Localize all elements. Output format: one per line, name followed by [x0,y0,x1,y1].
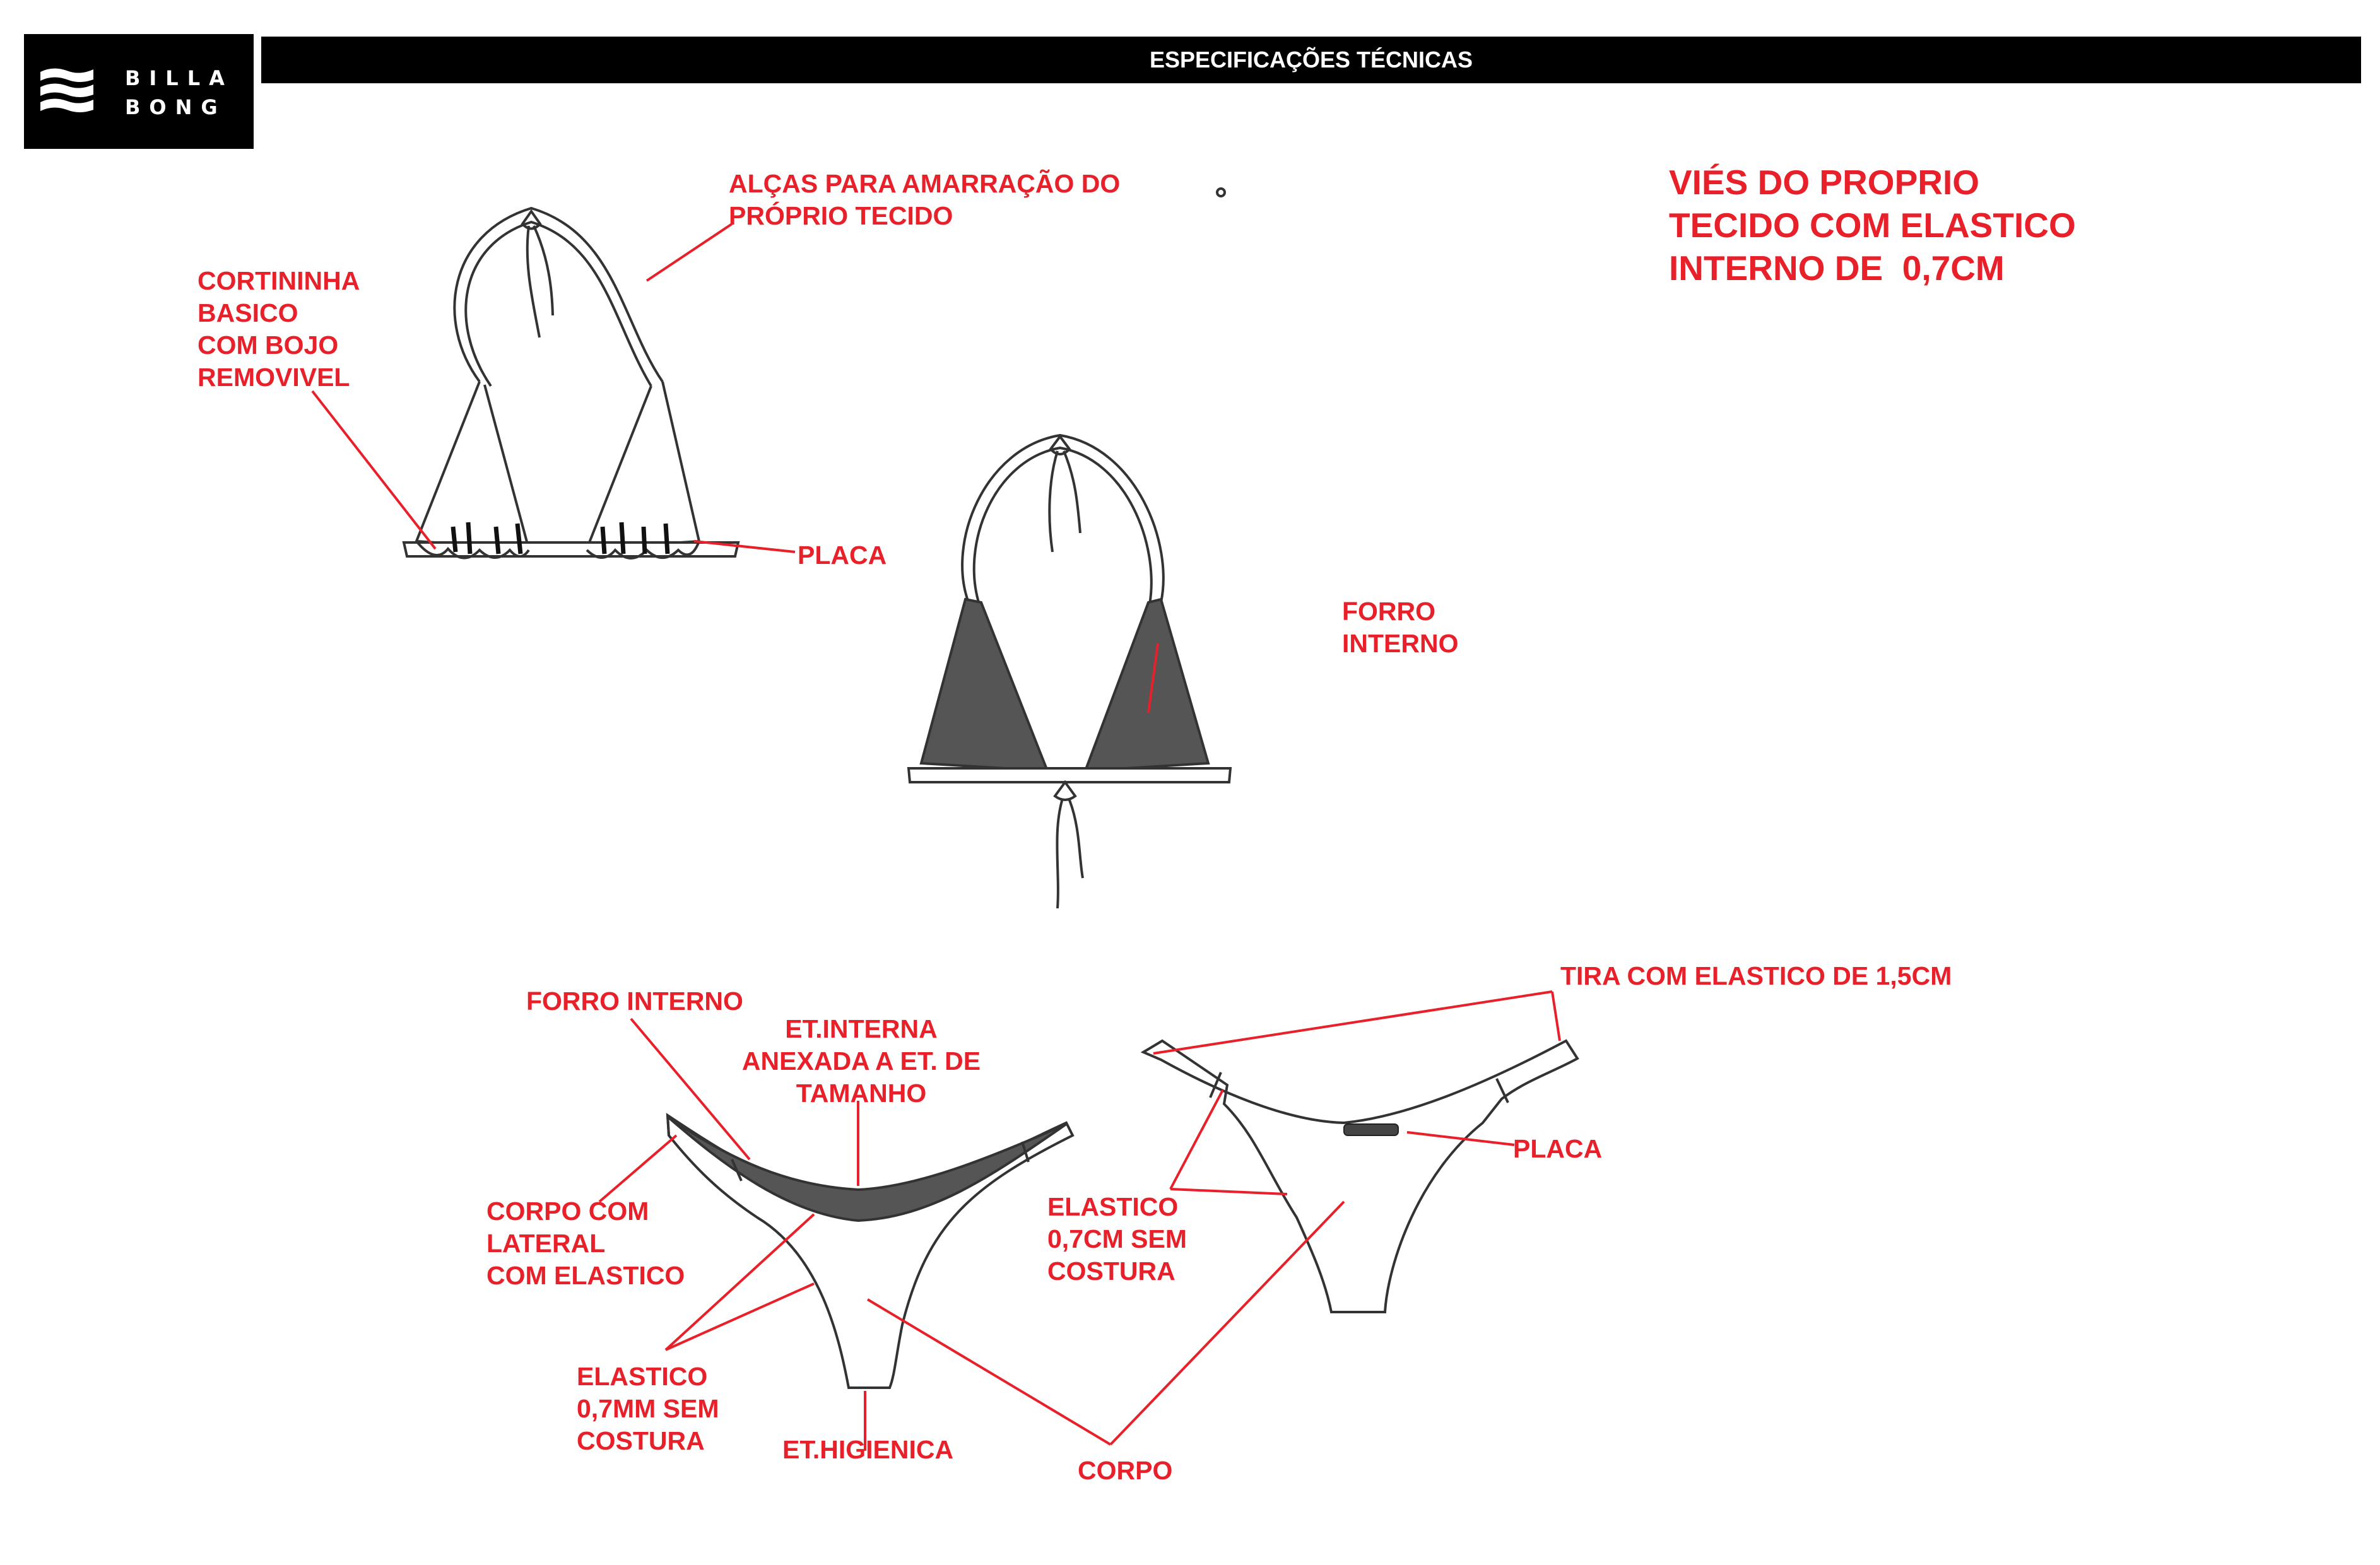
page-title: ESPECIFICAÇÕES TÉCNICAS [261,37,2361,83]
label-placa-top: PLACA [798,541,887,570]
label-tira: TIRA COM ELASTICO DE 1,5CM [1560,961,1952,990]
label-corpo: CORPO [1078,1456,1173,1485]
top-front-sketch [404,208,738,558]
label-forro-interno-top: FORRO INTERNO [1342,597,1459,658]
label-et-higienica: ET.HIGIENICA [782,1435,954,1464]
label-elastico-07mm: ELASTICO 0,7MM SEM COSTURA [577,1362,719,1455]
label-corpo-lateral: CORPO COM LATERAL COM ELASTICO [486,1197,685,1290]
label-forro-interno-bottom: FORRO INTERNO [526,987,743,1016]
bottom-front-sketch [668,1115,1073,1388]
label-cortininha: CORTININHA BASICO COM BOJO REMOVIVEL [197,266,360,392]
top-back-sketch [909,189,1230,908]
label-elastico-07cm: ELASTICO 0,7CM SEM COSTURA [1047,1192,1187,1286]
label-placa-bottom: PLACA [1513,1134,1603,1163]
brand-line-1: BILLA [125,66,233,90]
brand-line-2: BONG [125,95,227,119]
bottom-back-sketch [1143,1041,1577,1312]
label-vies: VIÉS DO PROPRIO TECIDO COM ELASTICO INTERNO DE 0,7CM [1669,163,2076,288]
label-alcas: ALÇAS PARA AMARRAÇÃO DO PRÓPRIO TECIDO [729,169,1121,230]
label-et-interna: ET.INTERNA ANEXADA A ET. DE TAMANHO [741,1014,981,1108]
